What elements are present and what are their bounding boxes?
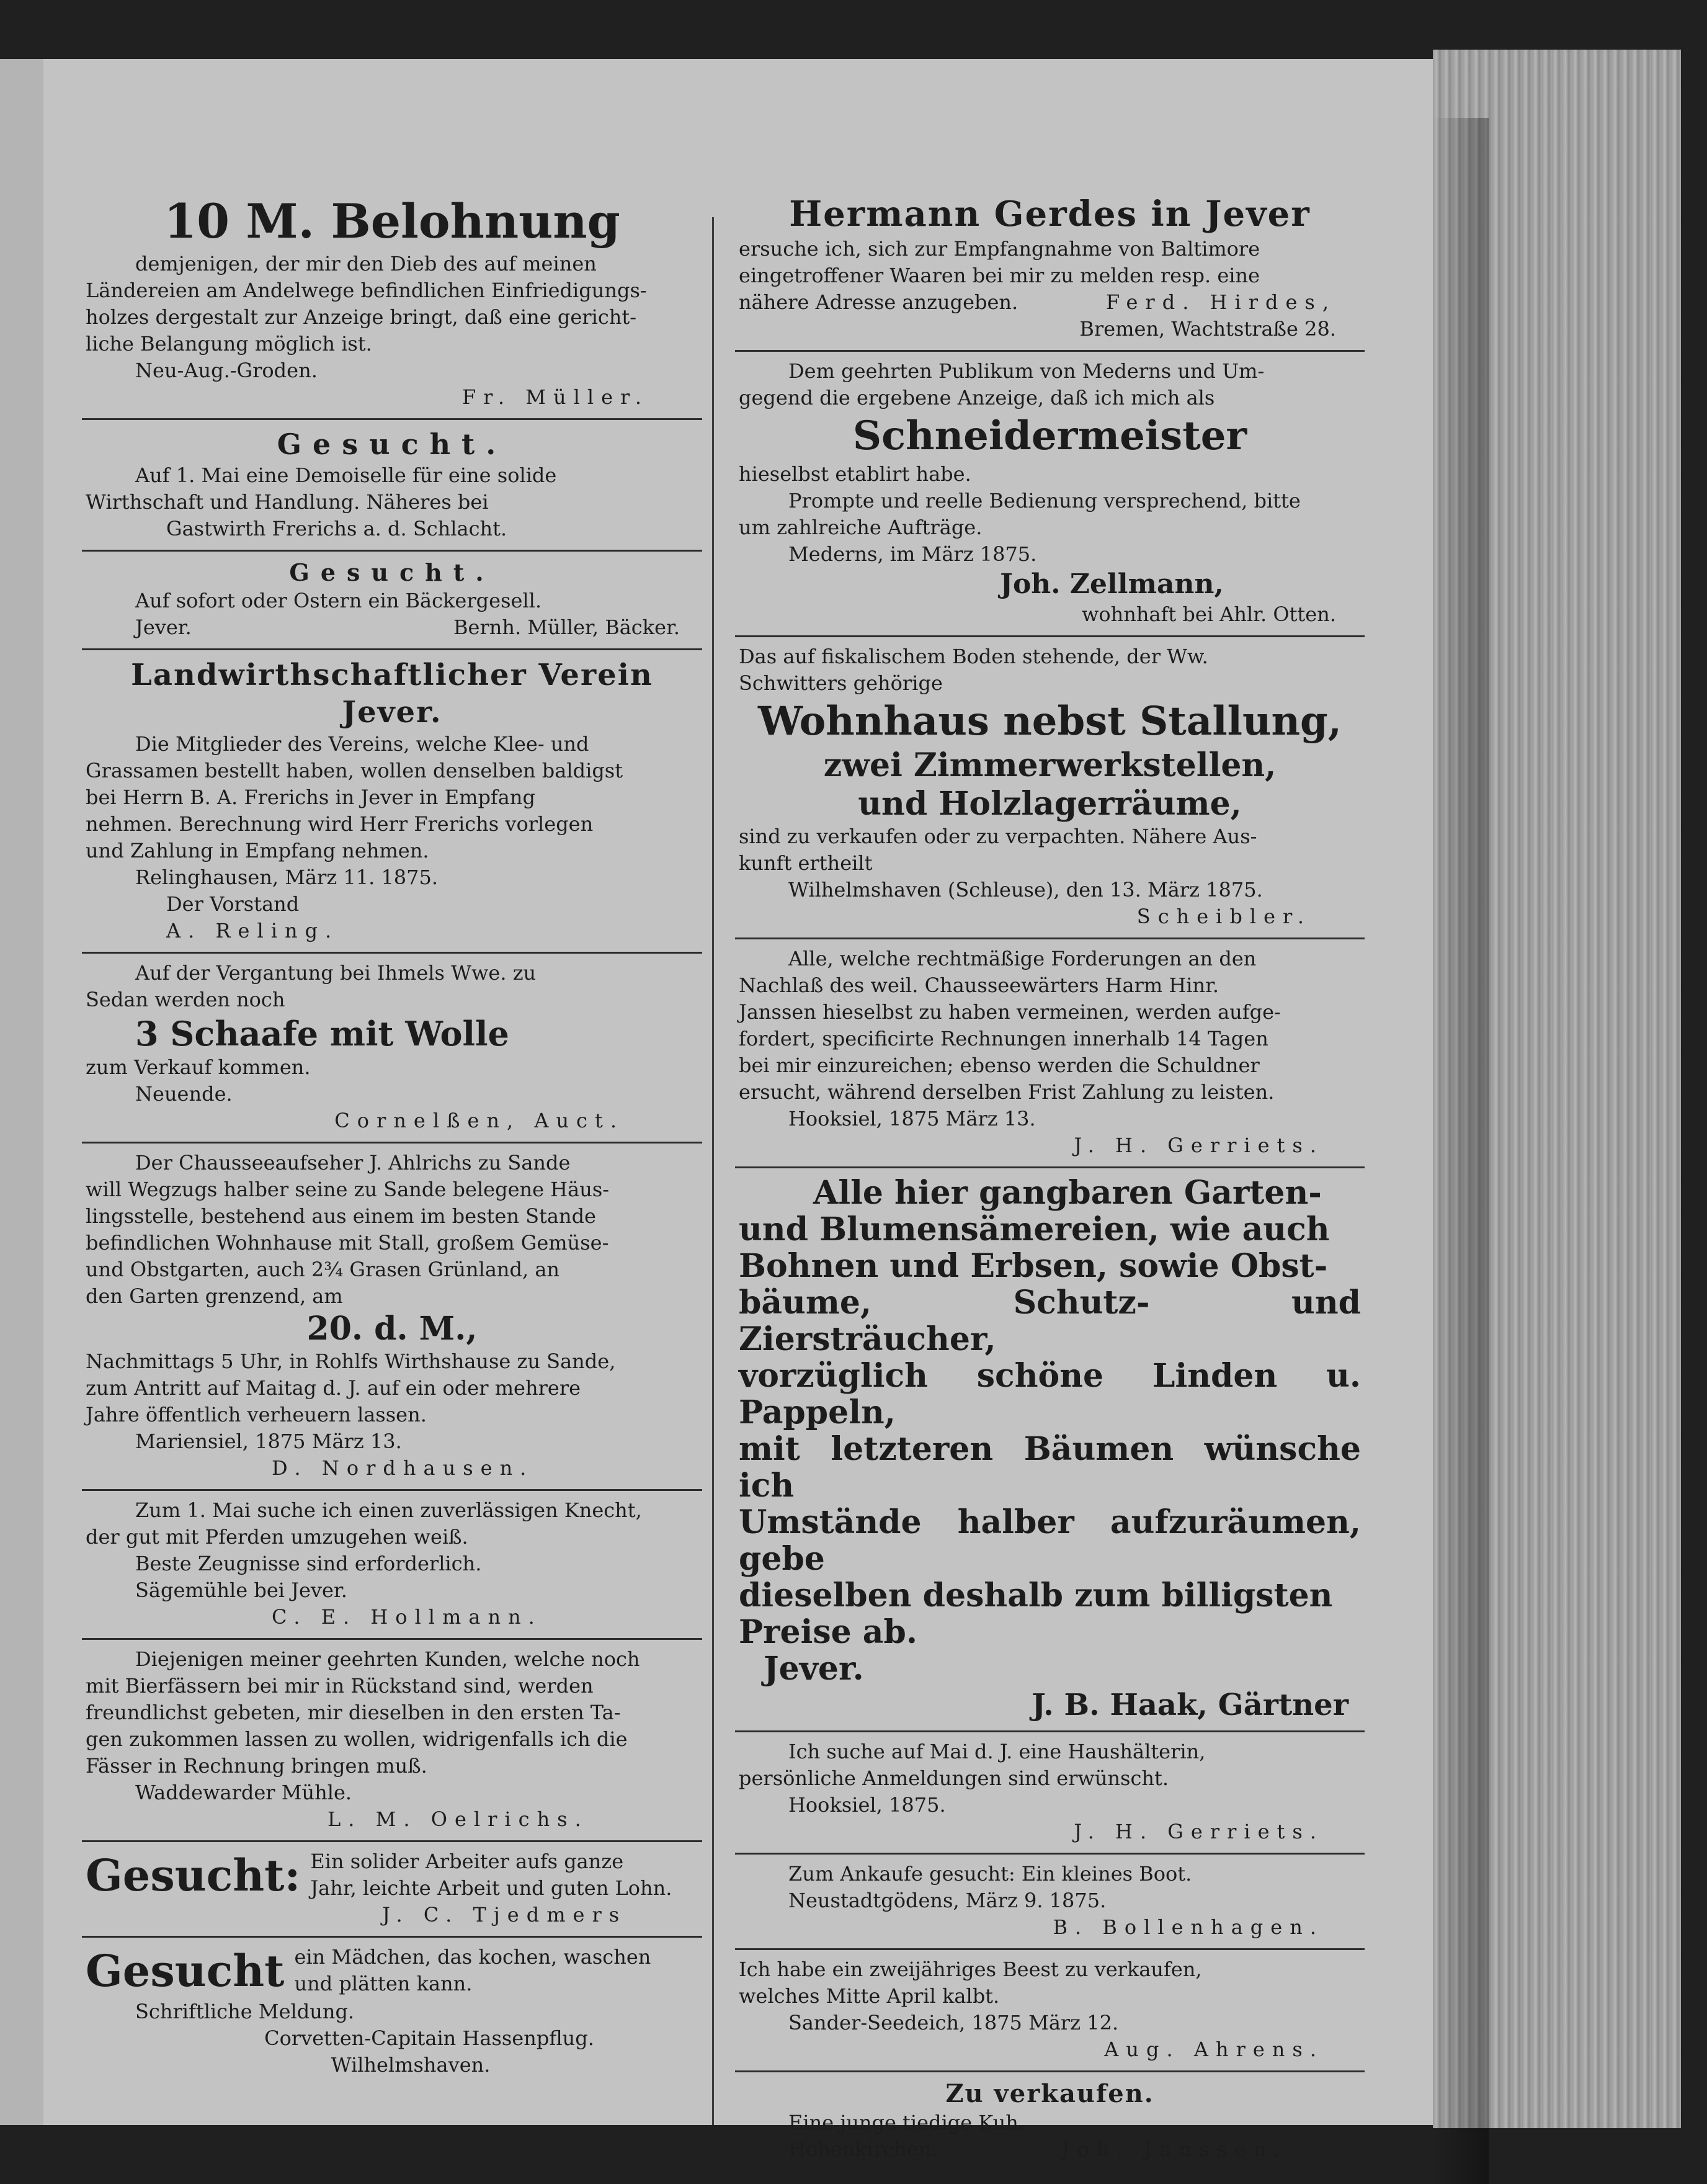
residence-line: wohnhaft bei Ahlr. Otten. <box>1081 602 1336 626</box>
text-line: liche Belangung möglich ist. <box>86 332 372 356</box>
right-column <box>735 192 1365 2163</box>
ad-agricultural-society <box>82 656 702 944</box>
ad-headline: 3 Schaafe mit Wolle <box>135 1014 509 1054</box>
text-line: befindlichen Wohnhause mit Stall, großem Gemüse- <box>86 1231 609 1255</box>
divider <box>735 2070 1365 2072</box>
ad-top <box>86 1944 698 1998</box>
text-line: holzes dergestalt zur Anzeige bringt, daß eine gericht- <box>86 305 637 329</box>
place: Hohenkirchen. <box>788 2137 938 2161</box>
text-line: zum Verkauf kommen. <box>86 1055 311 1079</box>
place-line: Wilhelmshaven. <box>331 2053 491 2077</box>
text-line: ersuche ich, sich zur Empfangnahme von Baltimore <box>739 237 1260 261</box>
ad-headline-line: Umstände halber aufzuräumen, gebe <box>739 1503 1361 1578</box>
previous-page-strip <box>0 59 43 2125</box>
signature: Scheibler. <box>1136 905 1311 928</box>
text-line: Ländereien am Andelwege befindlichen Einfriedigungs- <box>86 279 647 302</box>
ad-wanted-baker <box>82 558 702 641</box>
date-line: Sander-Seedeich, 1875 März 12. <box>788 2011 1119 2034</box>
text-line: Grassamen bestellt haben, wollen denselben baldigst <box>86 759 623 782</box>
place-line: Neuende. <box>135 1082 233 1106</box>
ad-sheep-sale <box>82 960 702 1134</box>
signature: D. Nordhausen. <box>272 1456 534 1480</box>
text-line: Jahre öffentlich verheuern lassen. <box>86 1403 427 1426</box>
text-line: nehmen. Berechnung wird Herr Frerichs vorlegen <box>86 812 594 836</box>
text-line: Schwitters gehörige <box>739 671 943 695</box>
ad-farmhand-wanted <box>82 1497 702 1631</box>
text-line: Zum 1. Mai suche ich einen zuverlässigen Knecht, <box>135 1498 642 1522</box>
ad-house-lease <box>82 1150 702 1482</box>
ad-boat-wanted <box>735 1861 1365 1941</box>
divider <box>82 952 702 954</box>
place-line <box>86 614 698 641</box>
ad-headline: Schneidermeister <box>852 413 1247 459</box>
divider <box>82 1489 702 1491</box>
left-column <box>82 192 702 2079</box>
date-line: Wilhelmshaven (Schleuse), den 13. März 1875. <box>788 878 1263 902</box>
divider <box>735 1730 1365 1732</box>
ad-subheadline: zwei Zimmerwerkstellen, <box>823 746 1277 784</box>
text-line: persönliche Anmeldungen sind erwünscht. <box>739 1766 1169 1790</box>
divider <box>735 1853 1365 1855</box>
ad-title: Zu verkaufen. <box>945 2079 1154 2108</box>
text-line: Jahr, leichte Arbeit und guten Lohn. <box>310 1876 672 1900</box>
text-line: Schriftliche Meldung. <box>135 2000 355 2023</box>
gutter-shadow <box>1433 118 1489 2184</box>
text-line: ein Mädchen, das kochen, waschen <box>294 1945 651 1969</box>
signature: Bernh. Müller, Bäcker. <box>453 615 680 639</box>
ad-hermann-gerdes <box>735 192 1365 342</box>
text-line: eingetroffener Waaren bei mir zu melden resp. eine <box>739 264 1260 287</box>
ad-headline-line: bäume, Schutz- und Ziersträucher, <box>739 1284 1361 1358</box>
text-line: sind zu verkaufen oder zu verpachten. Nähere Aus- <box>739 825 1257 848</box>
signature: J. H. Gerriets. <box>1074 1134 1324 1157</box>
text-line: gegend die ergebene Anzeige, daß ich mich als <box>739 386 1215 410</box>
ad-beer-barrels <box>82 1646 702 1833</box>
text-line: hieselbst etablirt habe. <box>739 462 971 486</box>
date-line: Mederns, im März 1875. <box>788 542 1037 566</box>
place-line: Neu-Aug.-Groden. <box>135 359 318 382</box>
ad-title: Hermann Gerdes in Jever <box>789 194 1311 235</box>
text-line: um zahlreiche Aufträge. <box>739 516 983 539</box>
ad-date-headline: 20. d. M., <box>306 1310 478 1348</box>
divider <box>82 648 702 650</box>
text-line: Auf sofort oder Ostern ein Bäckergesell. <box>135 589 542 612</box>
ad-garden-seeds <box>735 1175 1365 1723</box>
board-line: Der Vorstand <box>166 892 300 916</box>
ad-text <box>310 1848 698 1928</box>
text-line: bei Herrn B. A. Frerichs in Jever in Empfang <box>86 785 535 809</box>
signature: Corvetten-Capitain Hassenpflug. <box>264 2026 594 2050</box>
ad-title: Gesucht. <box>277 427 507 461</box>
text-line: fordert, specificirte Rechnungen innerhalb 14 Tagen <box>739 1027 1268 1050</box>
text-line: zum Antritt auf Maitag d. J. auf ein oder mehrere <box>86 1376 581 1400</box>
ad-headline-line: Preise ab. <box>739 1613 917 1651</box>
text-line: demjenigen, der mir den Dieb des auf meinen <box>135 252 597 275</box>
text-line: der gut mit Pferden umzugehen weiß. <box>86 1525 468 1549</box>
text-line: Eine junge tiedige Kuh. <box>788 2111 1025 2134</box>
text-line: welches Mitte April kalbt. <box>739 1984 1000 2008</box>
place-line: Jever. <box>764 1650 864 1688</box>
signature: B. Bollenhagen. <box>1053 1915 1324 1939</box>
text-line: kunft ertheilt <box>739 851 873 875</box>
ad-reward-title: 10 M. Belohnung <box>164 194 620 249</box>
text-line: Alle, welche rechtmäßige Forderungen an den <box>788 947 1257 970</box>
ad-headline-line: und Blumensämereien, wie auch <box>739 1211 1330 1248</box>
signature: Joh. Janssen. <box>1061 2137 1288 2161</box>
ad-title: Landwirthschaftlicher Verein Jever. <box>131 658 653 730</box>
text-line: Der Chausseeaufseher J. Ahlrichs zu Sande <box>135 1151 571 1175</box>
divider <box>735 1166 1365 1168</box>
ad-reward <box>82 192 702 411</box>
text-line: den Garten grenzend, am <box>86 1284 343 1308</box>
text-line: Janssen hieselbst zu haben vermeinen, werden aufge- <box>739 1000 1281 1024</box>
divider <box>82 1142 702 1143</box>
signature: J. C. Tjedmers <box>382 1903 627 1927</box>
text-line: Auf der Vergantung bei Ihmels Wwe. zu <box>135 961 537 985</box>
text-line: Auf 1. Mai eine Demoiselle für eine solide <box>135 463 557 487</box>
text-line: und Zahlung in Empfang nehmen. <box>86 839 429 862</box>
name-headline: Joh. Zellmann, <box>1000 568 1224 600</box>
address-line: Bremen, Wachtstraße 28. <box>1079 317 1336 341</box>
date-line: Relinghausen, März 11. 1875. <box>135 866 439 889</box>
ad-headline: Gesucht: <box>86 1850 301 1901</box>
divider <box>82 1840 702 1842</box>
divider <box>82 1638 702 1640</box>
date-line: Mariensiel, 1875 März 13. <box>135 1430 402 1453</box>
ad-title: Gesucht. <box>289 558 495 586</box>
ad-for-sale <box>735 2079 1365 2163</box>
text-line: und plätten kann. <box>294 1972 473 1995</box>
text-line: Das auf fiskalischem Boden stehende, der Ww. <box>739 645 1208 668</box>
ad-estate-claims <box>735 946 1365 1159</box>
text-line: Ich habe ein zweijähriges Beest zu verkaufen, <box>739 1958 1202 1981</box>
text-line: Zum Ankaufe gesucht: Ein kleines Boot. <box>788 1862 1192 1886</box>
ad-tailor <box>735 358 1365 628</box>
ad-headline-line: mit letzteren Bäumen wünsche ich <box>739 1430 1361 1505</box>
text-line: Prompte und reelle Bedienung versprechend, bitte <box>788 489 1301 512</box>
text-line: Sedan werden noch <box>86 988 285 1011</box>
ad-wanted-demoiselle <box>82 426 702 542</box>
signature: A. Reling. <box>166 919 339 942</box>
text-line <box>739 289 1361 316</box>
ad-headline: Gesucht <box>86 1945 285 1997</box>
date-line: Neustadtgödens, März 9. 1875. <box>788 1889 1107 1912</box>
divider <box>82 418 702 420</box>
date-line: Hooksiel, 1875 März 13. <box>788 1107 1036 1130</box>
text-line: lingsstelle, bestehend aus einem im besten Stande <box>86 1204 596 1228</box>
place-line <box>739 2136 1361 2163</box>
text-line: ersucht, während derselben Frist Zahlung zu leisten. <box>739 1080 1275 1104</box>
text-line: Die Mitglieder des Vereins, welche Klee- und <box>135 732 589 756</box>
divider <box>735 1948 1365 1950</box>
ad-headline: Wohnhaus nebst Stallung, <box>757 698 1342 745</box>
divider <box>735 938 1365 939</box>
divider <box>735 350 1365 352</box>
text-line: Ich suche auf Mai d. J. eine Haushälterin, <box>788 1740 1206 1763</box>
text-line-part: nähere Adresse anzugeben. <box>739 290 1018 314</box>
text-line: Ein solider Arbeiter aufs ganze <box>310 1850 624 1873</box>
ad-maid-wanted <box>82 1944 702 2079</box>
ad-housekeeper <box>735 1739 1365 1845</box>
text-line: Fässer in Rechnung bringen muß. <box>86 1754 427 1778</box>
newspaper-page <box>43 59 1433 2161</box>
text-line: will Wegzugs halber seine zu Sande belegene Häus- <box>86 1178 610 1201</box>
ad-headline-line: vorzüglich schöne Linden u. Pappeln, <box>739 1357 1361 1431</box>
column-divider <box>712 217 714 2125</box>
divider <box>82 550 702 552</box>
ad-headline-line: Alle hier gangbaren Garten- <box>813 1174 1322 1212</box>
divider <box>82 1936 702 1938</box>
place: Jever. <box>135 615 192 639</box>
ad-house-sale <box>735 643 1365 930</box>
signature: Fr. Müller. <box>461 385 649 409</box>
text-line: und Obstgarten, auch 2¾ Grasen Grünland, an <box>86 1258 560 1281</box>
text-line: Dem geehrten Publikum von Mederns und Um- <box>788 359 1265 383</box>
text-line: Wirthschaft und Handlung. Näheres bei <box>86 490 489 514</box>
text-line: gen zukommen lassen zu wollen, widrigenfalls ich die <box>86 1727 628 1751</box>
text-line: bei mir einzureichen; ebenso werden die Schuldner <box>739 1054 1260 1077</box>
text-line: mit Bierfässern bei mir in Rückstand sind, werden <box>86 1674 594 1698</box>
ad-headline-line: dieselben deshalb zum billigsten <box>739 1577 1333 1614</box>
ad-headline-line: Bohnen und Erbsen, sowie Obst- <box>739 1247 1328 1285</box>
signature: Aug. Ahrens. <box>1104 2038 1324 2061</box>
signature: C. E. Hollmann. <box>272 1605 542 1629</box>
text-line: Nachmittags 5 Uhr, in Rohlfs Wirthshause zu Sande, <box>86 1349 616 1373</box>
ad-subheadline: und Holzlagerräume, <box>858 785 1242 823</box>
divider <box>735 635 1365 637</box>
text-line: Nachlaß des weil. Chausseewärters Harm Hinr. <box>739 973 1219 997</box>
signature: J. H. Gerriets. <box>1074 1820 1324 1843</box>
place-line: Waddewarder Mühle. <box>135 1781 352 1804</box>
signature: Gastwirth Frerichs a. d. Schlacht. <box>166 517 507 540</box>
text-line: Beste Zeugnisse sind erforderlich. <box>135 1552 482 1575</box>
text-line: Diejenigen meiner geehrten Kunden, welche noch <box>135 1647 640 1671</box>
signature: Cornelßen, Auct. <box>334 1109 624 1132</box>
signature: J. B. Haak, Gärtner <box>1032 1688 1348 1722</box>
ad-worker-wanted <box>82 1848 702 1928</box>
place-line: Sägemühle bei Jever. <box>135 1578 347 1602</box>
ad-text <box>294 1944 698 1997</box>
signature: Ferd. Hirdes, <box>1106 290 1336 314</box>
signature: L. M. Oelrichs. <box>328 1807 589 1831</box>
date-line: Hooksiel, 1875. <box>788 1793 946 1817</box>
text-line: freundlichst gebeten, mir dieselben in den ersten Ta- <box>86 1701 621 1724</box>
ad-cow-sale <box>735 1956 1365 2063</box>
